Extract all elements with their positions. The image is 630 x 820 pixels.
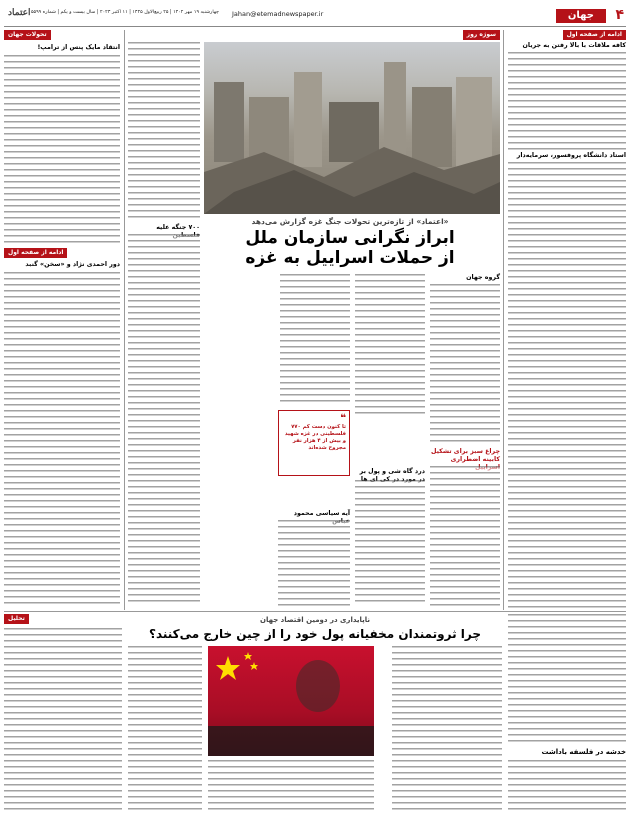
destroyed-buildings-illustration (204, 42, 500, 214)
column-divider (124, 30, 125, 610)
column-divider (503, 30, 504, 610)
masthead (4, 6, 626, 27)
subhead-jang: ۷۰۰ جنگه علیه (156, 224, 200, 231)
economy-tag: تحلیل (4, 614, 29, 624)
top-column-left-of-photo (128, 42, 200, 222)
economy-headline: چرا ثروتمندان مخفیانه پول خود را از چین خارج می‌کنند؟ (148, 627, 481, 641)
main-headline-line1: ابراز نگرانی سازمان ملل (245, 228, 455, 248)
main-story-tag: سوژه روز (463, 30, 500, 40)
newspaper-logo: اعتماد (8, 8, 31, 18)
quote-icon: ❝ (340, 413, 346, 424)
economy-body-col4 (4, 628, 122, 814)
left-column-headline1: انتقاد مایک پنس از ترامپ! (37, 44, 120, 51)
economy-body-col2 (208, 760, 374, 814)
page-number: ۴ (615, 7, 624, 23)
dateline: چهارشنبه ۱۹ مهر ۱۴۰۲ | ۲۵ ربیع‌الاول ۱۴۴۵ | ۱۱ اکتبر ۲۰۲۳ | سال بیست و یکم | شماره ۵۵۹۹ (30, 10, 219, 15)
main-body-col4 (128, 234, 200, 604)
bottom-right-body (508, 614, 626, 744)
main-byline: گروه جهان (466, 274, 500, 281)
website-address: Jahan@etemadnewspaper.ir (232, 10, 324, 18)
right-column-tag: ادامه از صفحه اول (563, 30, 626, 40)
main-body-col3 (280, 274, 350, 404)
main-subhead1: چراغ سبز برای تشکیل کابینه اضطراری (430, 448, 500, 463)
main-headline-line2: از حملات اسراییل به غزه (245, 248, 455, 268)
left-column-tag: تحولات جهان (4, 30, 51, 40)
gaza-destruction-photo (204, 42, 500, 214)
quote-text: تا کنون دست کم ۷۷۰ فلسطینی در غزه شهید و بیش از ۴ هزار نفر مجروح شده‌اند (284, 424, 346, 451)
main-byline2: آیه سیاسی محمود (293, 510, 350, 517)
main-body-col2 (355, 274, 425, 414)
main-body-col2b (355, 480, 425, 606)
main-supertitle: «اعتماد» از تازه‌ترین تحولات جنگ غزه گزارش می‌دهد (251, 217, 449, 226)
china-flag-photo (208, 646, 374, 756)
economy-supertitle: ناپایداری در دومین اقتصاد جهان (259, 616, 371, 624)
left-column-body1 (4, 55, 120, 245)
left-column-headline2: دور احمدی نژاد و «سخن» گنبد (25, 261, 120, 268)
main-subhead3: درد گاه شی و پول بر (359, 468, 425, 475)
bottom-right-headline: خدشه در فلسفه باداشت (541, 748, 626, 756)
section-name: جهان (556, 9, 606, 23)
main-body-col3b (278, 520, 350, 606)
economy-body-col1 (392, 646, 502, 814)
right-column-headline: کافه ملاقات با بالا رفتن به جریان (522, 42, 626, 49)
right-column-subheadline: استاد دانشگاه پروفسور، سرمایه‌دار (516, 152, 626, 159)
main-body-col1 (430, 284, 500, 444)
left-column-body2 (4, 272, 120, 606)
flag-and-portrait-illustration (208, 646, 374, 756)
quote-box (278, 410, 350, 476)
right-column-body-2 (508, 162, 626, 610)
right-column-body (508, 52, 626, 150)
section-divider (4, 611, 626, 612)
bottom-right-body-2 (508, 760, 626, 814)
main-body-col1b (430, 466, 500, 606)
economy-body-col3 (128, 646, 202, 814)
left-column-tag2: ادامه از صفحه اول (4, 248, 67, 258)
